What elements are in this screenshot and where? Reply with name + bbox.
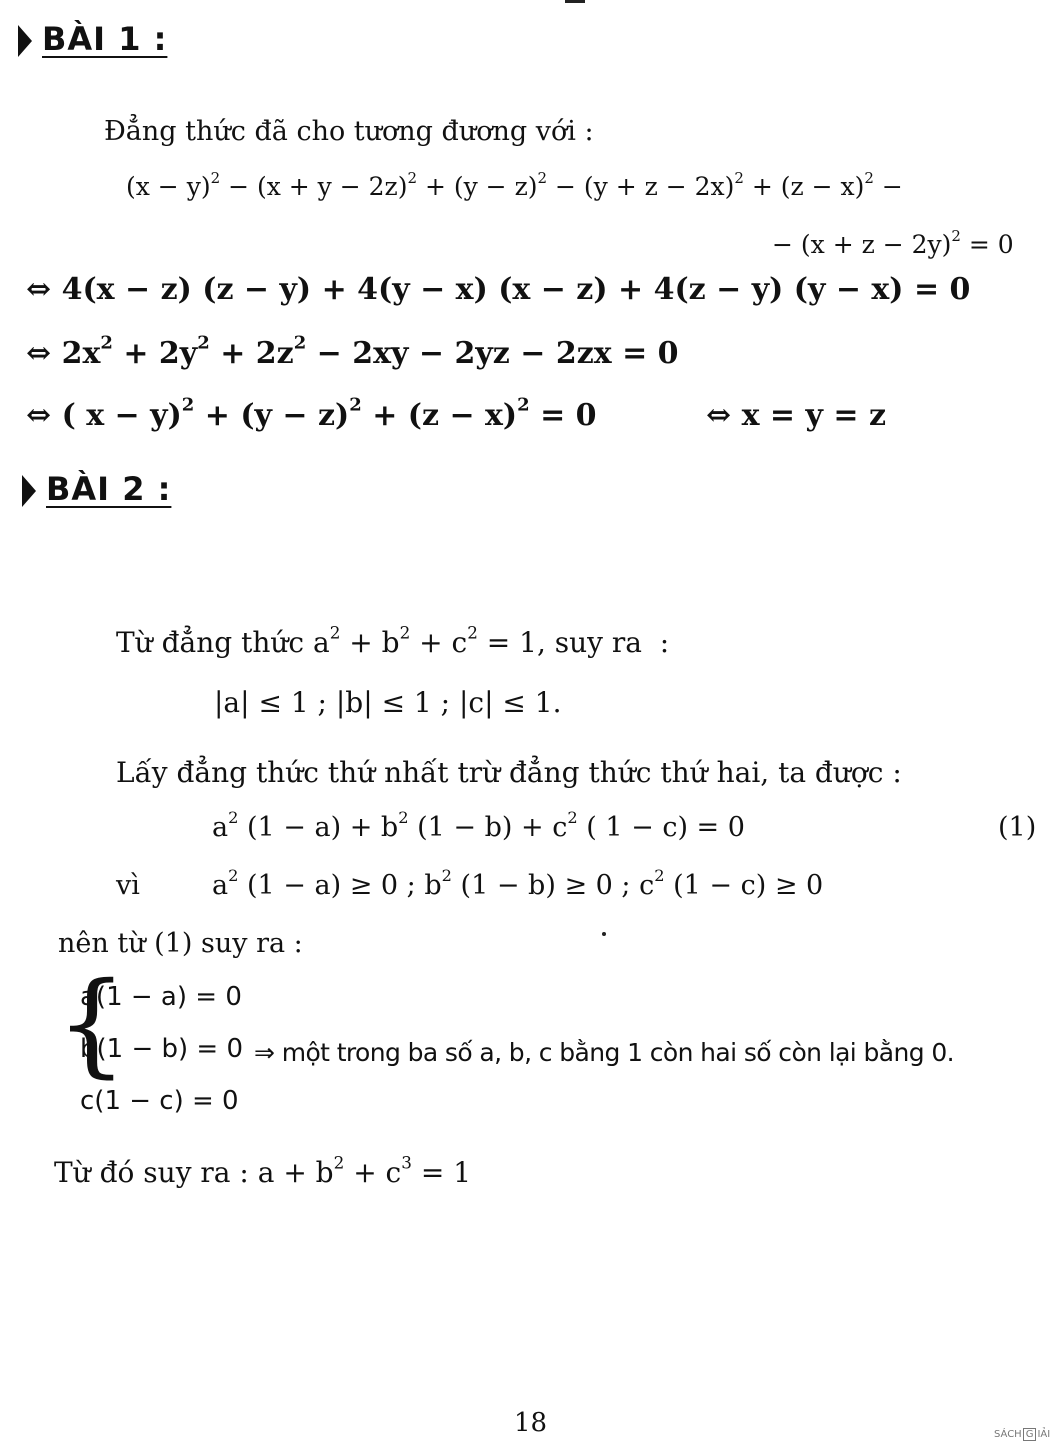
bai2-final: Từ đó suy ra : $a + b^2 + c^3 = 1$ <box>54 1152 472 1189</box>
bai2-line5-label: vì <box>116 870 140 901</box>
system-equation-2: b(1 − b) = 0 <box>80 1034 244 1064</box>
iff-icon: ⇔ <box>26 398 52 433</box>
bai2-line1: Từ đẳng thức $a^2 + b^2 + c^2 = 1$, suy ra : <box>116 622 670 659</box>
watermark-logo: SÁCH G IẢI <box>994 1429 1051 1440</box>
bai2-line6: nên từ (1) suy ra : <box>58 928 303 959</box>
stray-mark <box>565 0 585 3</box>
stray-mark <box>602 932 606 936</box>
section-heading-bai2: BÀI 2 : <box>22 470 171 508</box>
system-equation-3: c(1 − c) = 0 <box>80 1086 239 1116</box>
iff-icon: ⇔ <box>26 272 52 307</box>
bai2-line5: $a^2$ (1 − a) ≥ 0 ; $b^2$ (1 − b) ≥ 0 ; $c^2$ (1 − c) ≥ 0 <box>212 866 824 901</box>
iff-icon: ⇔ <box>26 336 52 371</box>
iff-icon: ⇔ <box>706 398 732 433</box>
bai1-intro: Đẳng thức đã cho tương đương với : <box>104 116 594 147</box>
equation-tag: (1) <box>998 812 1037 843</box>
system-brace: { <box>56 959 128 1089</box>
system-equation-1: a(1 − a) = 0 <box>80 982 242 1012</box>
section-marker-icon <box>18 25 32 57</box>
bai1-equation-line5: ⇔ ( $x - y)^2 + (y - z)^2 + (z - x)^2 = 0$ <box>26 394 597 433</box>
bai1-equation-line3: ⇔ 4(x − z) (z − y) + 4(y − x) (x − z) + 4(z − y) (y − x) = 0 <box>26 272 971 307</box>
bai2-line2: |a| ≤ 1 ; |b| ≤ 1 ; |c| ≤ 1. <box>214 686 562 719</box>
bai1-equation-result: ⇔ x = y = z <box>706 398 886 433</box>
bai1-equation-line4: ⇔ $2x^2 + 2y^2 + 2z^2 - 2xy - 2yz - 2zx = 0$ <box>26 332 679 371</box>
bai2-line4: $a^2$ $(1 - a) + b^2$ $(1 - b) + c^2$ ( 1 − c) = 0 <box>212 808 745 843</box>
section-marker-icon <box>22 475 36 507</box>
page-number: 18 <box>514 1408 548 1438</box>
bai1-equation-line2: − $(x + z - 2y)^2 = 0$ <box>772 227 1014 259</box>
bai2-line3: Lấy đẳng thức thứ nhất trừ đẳng thức thứ hai, ta được : <box>116 756 902 789</box>
bai1-equation-line1: $(x - y)^2 - (x + y - 2z)^2 + (y - z)^2 - (y + z - 2x)^2 + (z - x)^2$ − <box>126 169 903 201</box>
system-conclusion: ⇒ một trong ba số a, b, c bằng 1 còn hai số còn lại bằng 0. <box>254 1038 955 1067</box>
section-heading-bai1: BÀI 1 : <box>18 20 167 58</box>
